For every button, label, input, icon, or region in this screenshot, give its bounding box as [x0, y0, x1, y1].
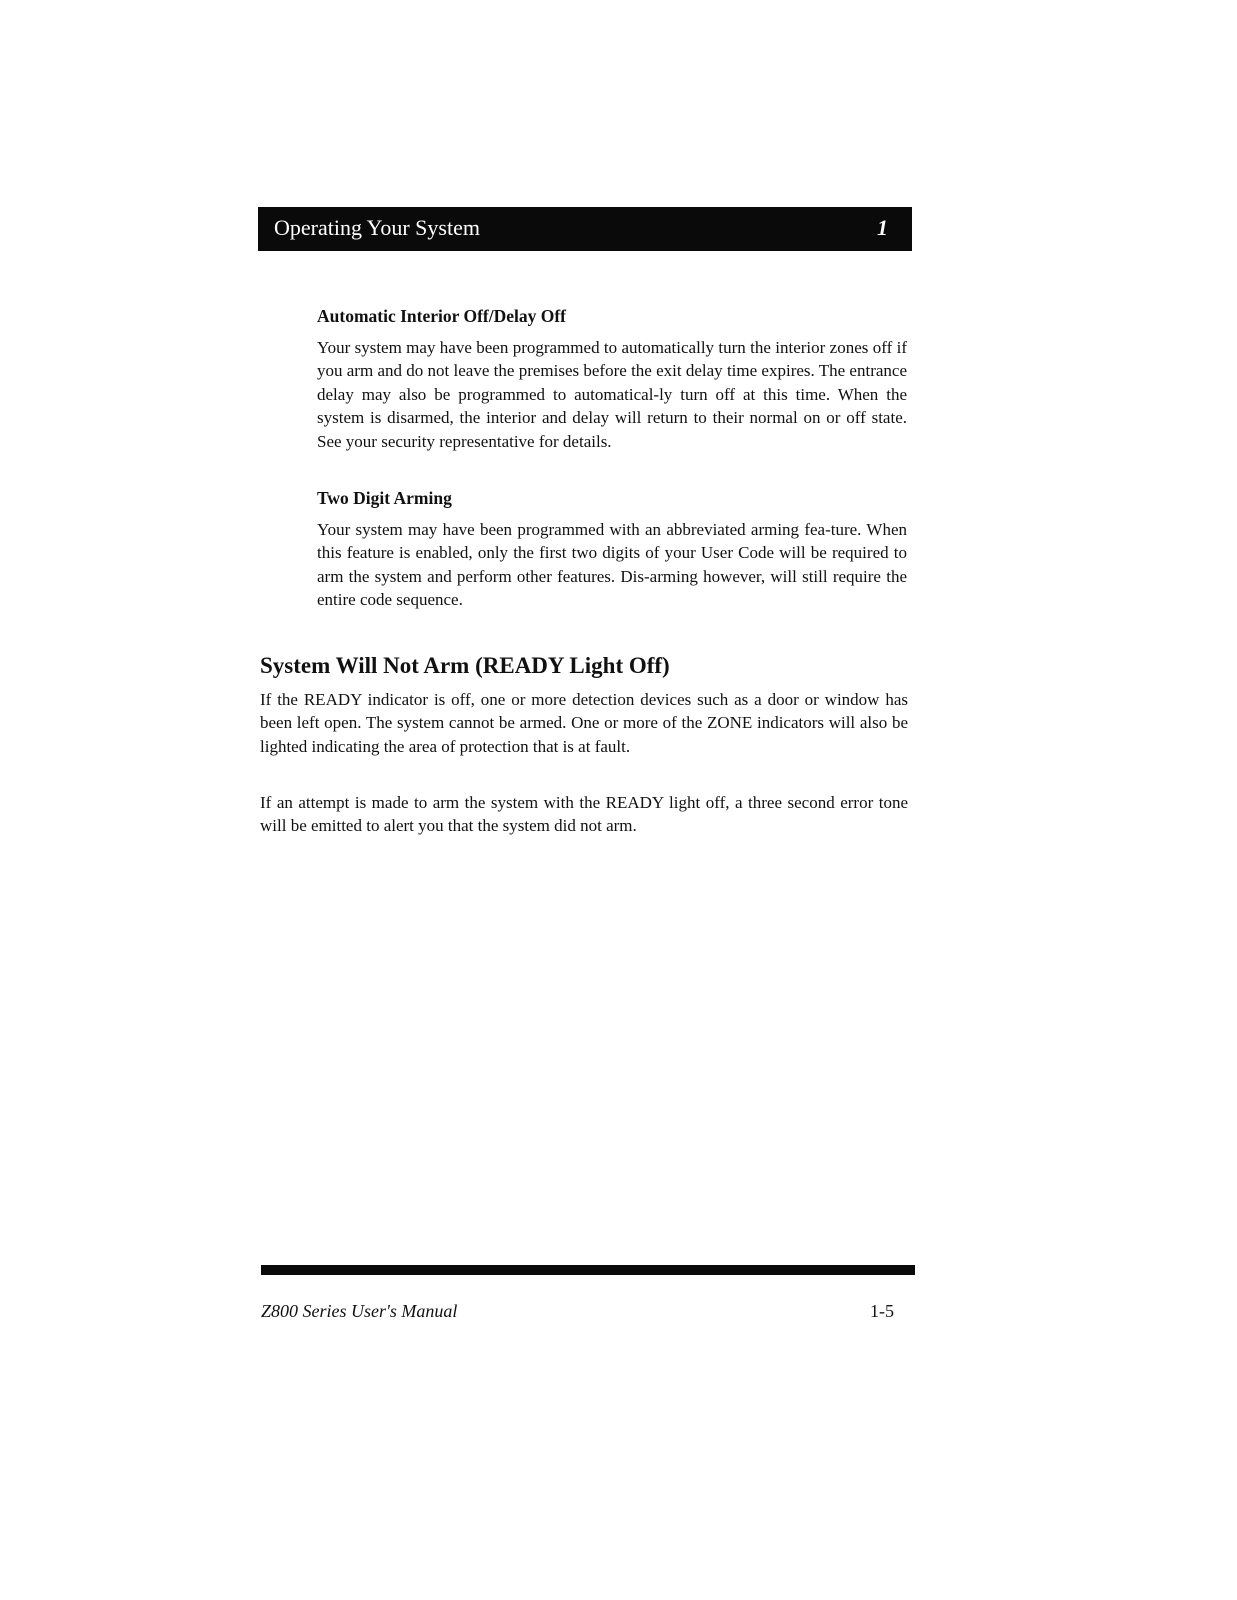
section-heading-will-not-arm: System Will Not Arm (READY Light Off)	[260, 653, 670, 678]
chapter-number: 1	[877, 215, 888, 240]
paragraph-error-tone: If an attempt is made to arm the system with the READY light off, a three second error tone will be emitted to alert you that the system did not arm.	[260, 793, 908, 836]
paragraph-automatic-interior: Your system may have been programmed to automatically turn the interior zones off if you arm and do not leave the premises before the exit delay time expires. The entrance delay may also be programmed to automatical-ly turn off at this time. When the system is disarmed, the interior and delay will return to their normal on or off state. See your security representative for details.	[317, 338, 907, 451]
paragraph-two-digit-arming: Your system may have been programmed with an abbreviated arming fea-ture. When this feature is enabled, only the first two digits of your User Code will be required to arm the system and perform other features. Dis-arming however, will still require the entire code sequence.	[317, 520, 907, 610]
subheading-two-digit-arming: Two Digit Arming	[317, 488, 452, 508]
footer-page-number: 1-5	[870, 1301, 894, 1321]
subheading-automatic-interior: Automatic Interior Off/Delay Off	[317, 306, 566, 326]
paragraph-ready-indicator: If the READY indicator is off, one or more detection devices such as a door or window has been left open. The system cannot be armed. One or more of the ZONE indicators will also be lighted indicating the area of protection that is at fault.	[260, 690, 908, 756]
footer-manual-title: Z800 Series User's Manual	[261, 1301, 458, 1321]
footer-rule	[261, 1265, 915, 1275]
chapter-title: Operating Your System	[274, 215, 480, 240]
chapter-header-bar	[258, 207, 912, 251]
